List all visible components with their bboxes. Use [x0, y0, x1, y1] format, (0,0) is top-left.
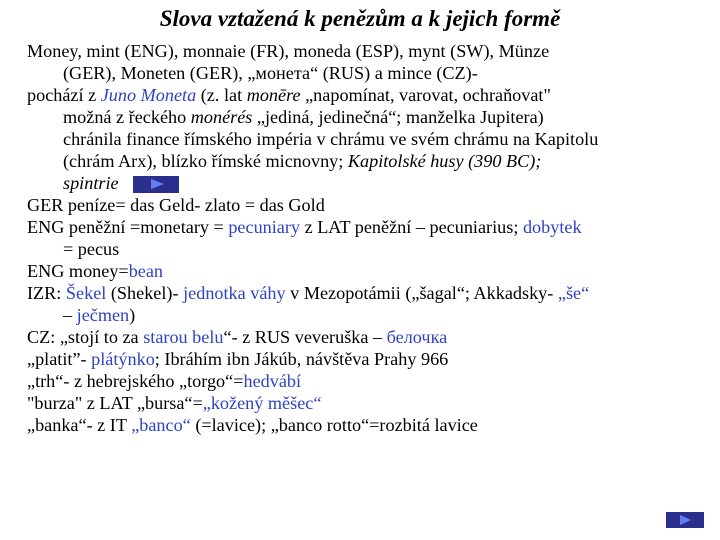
- cz-paragraph: [27, 326, 717, 348]
- banka-paragraph: [27, 414, 717, 436]
- text-line: IZR: Šekel (Shekel)- jednotka váhy v Mezopotámii („šagal“; Akkadsky- „še“: [27, 283, 590, 303]
- ger-paragraph: [27, 194, 717, 216]
- text-line: (chrám Arx), blízko římské micnovny; Kapitolské husy (390 BC);: [63, 151, 542, 171]
- slide-body: [27, 40, 717, 436]
- text-line: možná z řeckého monérés „jediná, jedinečná“; manželka Jupitera): [63, 107, 544, 127]
- text-line: = pecus: [63, 239, 120, 259]
- text-line: (GER), Moneten (GER), „монета“ (RUS) a mince (CZ)-: [63, 63, 478, 83]
- text-line: „trh“- z hebrejského „torgo“=hedvábí: [27, 371, 302, 391]
- burza-paragraph: [27, 392, 717, 414]
- text-line: GER peníze= das Geld- zlato = das Gold: [27, 195, 325, 215]
- page-title: Slova vztažená k penězům a k jejich formě: [159, 6, 561, 31]
- text-line: pochází z Juno Moneta (z. lat monēre „napomínat, varovat, ochraňovat": [27, 85, 551, 105]
- text-line: ENG peněžní =monetary = pecuniary z LAT peněžní – pecuniarius; dobytek: [27, 217, 582, 237]
- text-line: ENG money=bean: [27, 261, 164, 281]
- text-line: CZ: „stojí to za starou belu“- z RUS veveruška – белочка: [27, 327, 448, 347]
- eng-pecuniary-paragraph: [27, 216, 717, 260]
- text-line: chránila finance římského impéria v chrámu ve svém chrámu na Kapitolu: [63, 129, 599, 149]
- platit-paragraph: [27, 348, 717, 370]
- text-line: "burza" z LAT „bursa“=„kožený měšec“: [27, 393, 322, 413]
- text-line: „banka“- z IT „banco“ (=lavice); „banco rotto“=rozbitá lavice: [27, 415, 478, 435]
- text-line: Money, mint (ENG), monnaie (FR), moneda (ESP), mynt (SW), Münze: [27, 41, 550, 61]
- text-line: „platit”- plátýnko; Ibráhím ibn Jákúb, návštěva Prahy 966: [27, 349, 449, 369]
- eng-bean-paragraph: [27, 260, 717, 282]
- next-slide-icon[interactable]: [666, 512, 704, 528]
- izr-paragraph: [27, 282, 717, 326]
- money-origin-paragraph: [27, 40, 717, 194]
- trh-paragraph: [27, 370, 717, 392]
- play-icon[interactable]: [133, 176, 179, 193]
- juno-moneta-term: Juno Moneta: [100, 85, 197, 105]
- text-line: – ječmen): [63, 305, 136, 325]
- text-line: spintrie: [27, 172, 717, 194]
